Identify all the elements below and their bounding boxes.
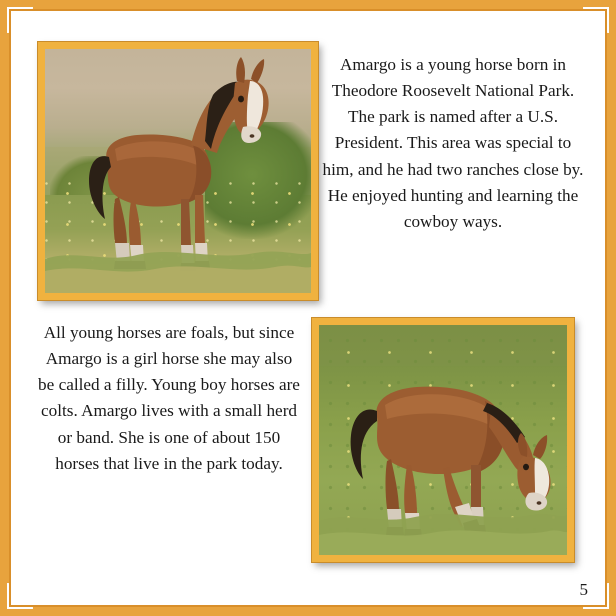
photo-standing-foal — [38, 42, 318, 300]
paragraph-bottom-left: All young horses are foals, but since Amargo is a girl horse she may also be called a filly. Young boy horses are colts. Amargo lives with a small herd or band. She is one of about 150 horses that live in the park today. — [38, 323, 300, 473]
paragraph-top-right: Amargo is a young horse born in Theodore Roosevelt National Park. The park is named after a U.S. President. This area was special to him, and he had two ranches close by. He enjoyed hunting and learning the cowboy ways. — [322, 55, 584, 231]
foal-standing-illustration — [45, 49, 311, 293]
page-number: 5 — [579, 580, 588, 599]
photo-grazing-foal — [312, 318, 574, 562]
foal-grazing-illustration — [319, 325, 567, 555]
photo-grazing-foal-scene — [319, 325, 567, 555]
photo-standing-foal-scene — [45, 49, 311, 293]
